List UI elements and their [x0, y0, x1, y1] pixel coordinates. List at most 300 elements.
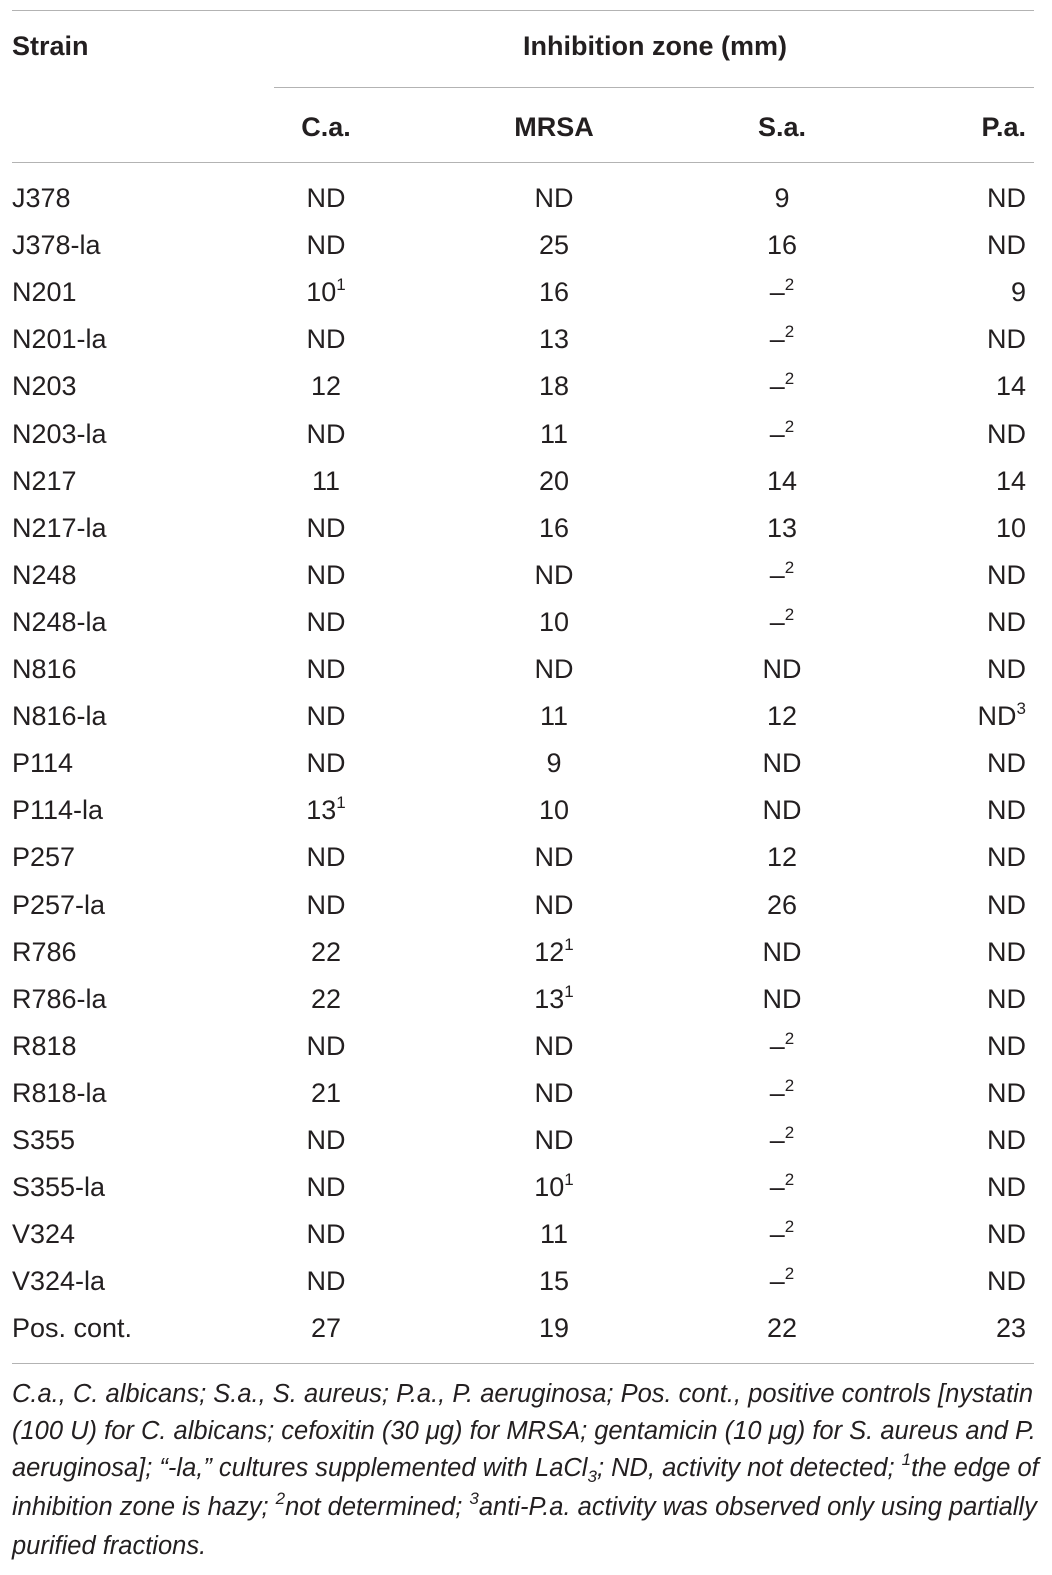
pa-cell-value: ND [977, 701, 1017, 732]
strain-cell-value: R818-la [12, 1077, 107, 1108]
sa-cell-value: – [769, 1125, 785, 1155]
ca-cell [276, 787, 376, 837]
strain-cell-value: J378 [12, 183, 71, 213]
pa-cell-value: 23 [995, 1313, 1026, 1344]
table-row [0, 222, 1052, 269]
strain-cell [12, 1023, 77, 1070]
mrsa-cell [504, 1164, 604, 1214]
ca-cell-value: 21 [310, 1077, 342, 1108]
ca-cell-value: 27 [310, 1313, 342, 1344]
sa-cell-value: ND [762, 983, 802, 1014]
footnote-mark-1: 1 [901, 1450, 912, 1469]
table-row [0, 505, 1052, 552]
mrsa-cell-value: 16 [538, 512, 570, 543]
pa-cell-value: ND [987, 418, 1026, 449]
ca-cell [276, 1305, 376, 1355]
ca-cell [276, 505, 376, 555]
sa-cell [732, 1117, 832, 1167]
ca-cell [276, 929, 376, 979]
mrsa-cell-value: ND [534, 1030, 574, 1061]
ca-cell [276, 1117, 376, 1167]
mrsa-cell [504, 269, 604, 319]
footnote-text-5: anti-P.a. activity was observed only using partially purified fractions. [12, 1493, 1037, 1560]
pa-cell [936, 882, 1038, 932]
strain-cell-value: N217-la [12, 512, 107, 543]
table-row [0, 269, 1052, 316]
pa-cell [936, 1211, 1038, 1261]
table-row [0, 599, 1052, 646]
pa-cell [936, 1258, 1038, 1308]
ca-cell-value: ND [306, 512, 346, 543]
ca-cell-value: 22 [310, 936, 342, 967]
table-row [0, 882, 1052, 929]
sa-cell-value: 9 [774, 183, 790, 213]
strain-cell-value: J378-la [12, 230, 101, 261]
sa-cell-value: – [769, 606, 785, 637]
sa-cell [732, 222, 832, 272]
footnote-mark: 2 [784, 1075, 795, 1095]
table-row [0, 1258, 1052, 1305]
mrsa-cell [504, 693, 604, 743]
table-row [0, 646, 1052, 693]
pa-cell-value: 10 [995, 512, 1026, 543]
footnote-mark: 2 [784, 275, 795, 295]
mrsa-cell-value: 19 [538, 1313, 570, 1344]
footnote-text-1: C.a., C. albicans; S.a., S. aureus; P.a., P. aeruginosa; Pos. cont., positive controls [nystatin (100 U) for C. albicans; cefoxitin (30 μg) for MRSA; gentamicin (10 μg) for S. aureus and P. aeruginosa]; “-la,” cultures supplemented with LaCl [12, 1380, 1036, 1482]
sa-cell-value: ND [762, 936, 802, 967]
table-row [0, 740, 1052, 787]
pa-cell-value: ND [987, 1172, 1026, 1203]
pa-cell [936, 458, 1038, 508]
ca-cell-value: ND [306, 889, 346, 920]
pa-cell-value: ND [987, 1266, 1026, 1297]
mrsa-cell [504, 1023, 604, 1073]
strain-cell [12, 1164, 105, 1211]
strain-cell-value: N203 [12, 371, 77, 402]
sa-cell [732, 787, 832, 837]
table-row [0, 363, 1052, 410]
footnote-mark: 2 [784, 1264, 795, 1284]
ca-cell [276, 175, 376, 225]
mrsa-cell [504, 1305, 604, 1355]
inhibition-zone-header: Inhibition zone (mm) [523, 31, 787, 61]
table-row [0, 316, 1052, 363]
ca-cell [276, 646, 376, 696]
ca-cell [276, 552, 376, 602]
pa-cell [936, 740, 1038, 790]
strain-cell [12, 175, 71, 222]
pa-cell [936, 693, 1038, 743]
ca-cell [276, 882, 376, 932]
ca-cell-value: ND [306, 748, 346, 779]
mrsa-cell [504, 316, 604, 366]
strain-cell [12, 834, 75, 881]
sa-cell [732, 1164, 832, 1214]
group-rule [274, 87, 1034, 88]
strain-cell [12, 976, 107, 1023]
ca-cell [276, 222, 376, 272]
strain-cell-value: N201 [12, 277, 77, 308]
strain-cell-value: V324-la [12, 1266, 106, 1297]
strain-cell [12, 458, 77, 505]
sa-cell [732, 269, 832, 319]
table-row [0, 929, 1052, 976]
mrsa-cell-value: 10 [538, 606, 570, 637]
strain-cell [12, 316, 107, 363]
strain-cell-value: R786-la [12, 983, 107, 1014]
pa-cell-value: ND [987, 748, 1026, 779]
top-rule [12, 10, 1034, 11]
strain-cell-value: P257-la [12, 889, 106, 920]
footnote-mark: 1 [564, 1170, 574, 1190]
sa-cell [732, 552, 832, 602]
mrsa-cell [504, 552, 604, 602]
column-header-mrsa: MRSA [514, 112, 594, 142]
strain-cell [12, 1117, 75, 1164]
mrsa-cell [504, 411, 604, 461]
mrsa-cell [504, 976, 604, 1026]
pa-cell-value: ND [987, 1077, 1026, 1108]
mrsa-cell [504, 363, 604, 413]
sa-cell-value: 12 [766, 701, 798, 732]
mrsa-cell [504, 1211, 604, 1261]
table-row [0, 1211, 1052, 1258]
ca-cell [276, 740, 376, 790]
sa-cell [732, 1305, 832, 1355]
pa-cell-value: ND [987, 889, 1026, 920]
ca-cell [276, 1164, 376, 1214]
mrsa-cell-value: 11 [539, 418, 569, 449]
strain-header: Strain [12, 31, 89, 61]
sa-cell [732, 1023, 832, 1073]
sa-cell-value: – [769, 1030, 785, 1061]
strain-cell-value: N816 [12, 654, 77, 684]
strain-cell [12, 693, 107, 740]
sa-cell [732, 363, 832, 413]
ca-cell-value: ND [306, 1125, 346, 1155]
pa-cell-value: ND [987, 1030, 1026, 1061]
footnote-subscript: 3 [587, 1467, 597, 1486]
ca-cell-value: ND [306, 1172, 346, 1203]
mrsa-cell-value: ND [534, 654, 574, 684]
strain-cell [12, 1211, 75, 1258]
ca-cell [276, 693, 376, 743]
table-row [0, 552, 1052, 599]
sa-cell [732, 1070, 832, 1120]
strain-cell [12, 411, 107, 458]
mrsa-cell-value: ND [534, 559, 574, 590]
mrsa-cell-value: 11 [539, 701, 569, 732]
sa-cell [732, 834, 832, 884]
pa-cell-value: ND [987, 230, 1026, 261]
column-header-ca: C.a. [301, 112, 351, 142]
ca-cell-value: ND [306, 183, 346, 213]
mrsa-cell [504, 599, 604, 649]
sa-cell [732, 411, 832, 461]
mrsa-cell [504, 175, 604, 225]
sa-cell-value: – [769, 277, 785, 308]
footnote-text-3: the edge of inhibition zone is hazy; [12, 1454, 1039, 1521]
pa-cell-value: 14 [995, 371, 1026, 402]
table-row [0, 175, 1052, 222]
sa-cell-value: – [769, 1077, 785, 1108]
mrsa-cell-value: 25 [538, 230, 570, 261]
strain-cell-value: N248-la [12, 606, 107, 637]
strain-cell [12, 505, 107, 552]
pa-cell [936, 269, 1038, 319]
sa-cell-value: ND [762, 654, 802, 684]
strain-cell-value: N201-la [12, 324, 107, 355]
strain-cell-value: V324 [12, 1219, 76, 1250]
strain-cell [12, 363, 77, 410]
ca-cell-value: ND [306, 559, 346, 590]
strain-cell [12, 646, 77, 693]
sa-cell-value: – [769, 1266, 785, 1297]
pa-cell-value: ND [987, 654, 1026, 684]
pa-cell-value: ND [987, 1125, 1026, 1155]
strain-cell [12, 1305, 132, 1352]
ca-cell-value: 13 [306, 795, 337, 826]
ca-cell-value: ND [306, 701, 346, 732]
pa-cell [936, 1023, 1038, 1073]
mrsa-cell [504, 505, 604, 555]
ca-cell [276, 1023, 376, 1073]
pa-cell [936, 1164, 1038, 1214]
strain-cell-value: N816-la [12, 701, 107, 732]
table-row [0, 458, 1052, 505]
strain-cell-value: P257 [12, 842, 76, 873]
ca-cell-value: 10 [306, 277, 337, 308]
pa-cell-value: ND [987, 936, 1026, 967]
ca-cell [276, 363, 376, 413]
mrsa-cell-value: ND [534, 1077, 574, 1108]
pa-cell [936, 834, 1038, 884]
ca-cell-value: 12 [310, 371, 342, 402]
mrsa-cell-value: 13 [534, 983, 565, 1014]
footnote-mark: 3 [1016, 699, 1026, 719]
mrsa-cell [504, 1258, 604, 1308]
mrsa-cell [504, 1070, 604, 1120]
strain-cell [12, 552, 77, 599]
ca-cell [276, 1211, 376, 1261]
footnote-mark: 2 [784, 1123, 795, 1142]
footnote-mark: 1 [336, 275, 346, 295]
sa-cell-value: – [769, 371, 785, 402]
ca-cell-value: ND [306, 1266, 346, 1297]
sa-cell-value: 22 [766, 1313, 798, 1344]
footnote-mark: 1 [564, 934, 574, 954]
sa-cell [732, 740, 832, 790]
pa-cell-value: ND [987, 983, 1026, 1014]
pa-cell [936, 552, 1038, 602]
table-row [0, 1023, 1052, 1070]
mrsa-cell [504, 458, 604, 508]
ca-cell-value: ND [306, 606, 346, 637]
mrsa-cell-value: 16 [538, 277, 570, 308]
ca-cell-value: ND [306, 324, 346, 355]
sa-cell [732, 1258, 832, 1308]
sa-cell [732, 316, 832, 366]
footnote-text-4: not determined; [285, 1493, 470, 1521]
ca-cell [276, 976, 376, 1026]
pa-cell [936, 363, 1038, 413]
pa-cell-value: ND [987, 324, 1026, 355]
ca-cell [276, 1258, 376, 1308]
footnote-mark: 2 [784, 416, 795, 436]
mrsa-cell-value: ND [534, 842, 574, 873]
pa-cell [936, 976, 1038, 1026]
table-row [0, 1164, 1052, 1211]
mrsa-cell [504, 646, 604, 696]
ca-cell [276, 599, 376, 649]
pa-cell [936, 1117, 1038, 1167]
mrsa-cell-value: 18 [538, 371, 570, 402]
mrsa-cell [504, 834, 604, 884]
strain-cell [12, 1070, 107, 1117]
sa-cell [732, 505, 832, 555]
sa-cell [732, 458, 832, 508]
strain-cell-value: R818 [12, 1030, 77, 1061]
table-row [0, 1305, 1052, 1352]
strain-cell [12, 882, 105, 929]
mrsa-cell [504, 1117, 604, 1167]
sa-cell [732, 599, 832, 649]
footnote-mark: 2 [784, 322, 795, 342]
sa-cell-value: – [769, 1172, 785, 1203]
mrsa-cell [504, 222, 604, 272]
mrsa-cell-value: 10 [538, 795, 570, 826]
pa-cell-value: ND [987, 606, 1026, 637]
pa-cell [936, 505, 1038, 555]
footnote-mark: 2 [784, 1028, 795, 1048]
column-header-pa: P.a. [981, 112, 1026, 142]
mrsa-cell-value: 15 [538, 1266, 570, 1297]
sa-cell-value: 12 [766, 842, 798, 873]
mrsa-cell-value: 12 [534, 936, 565, 967]
pa-cell [936, 222, 1038, 272]
footnote-mark: 2 [784, 369, 795, 389]
table-row [0, 1117, 1052, 1164]
table-footnote [12, 1376, 1042, 1565]
sa-cell-value: ND [762, 795, 802, 826]
footnote-mark: 2 [784, 1217, 795, 1237]
pa-cell [936, 1305, 1038, 1355]
ca-cell-value: ND [306, 418, 346, 449]
bottom-rule [12, 1363, 1034, 1364]
pa-cell [936, 787, 1038, 837]
strain-cell-value: N203-la [12, 418, 107, 449]
strain-cell [12, 1258, 105, 1305]
mrsa-cell-value: 10 [534, 1172, 565, 1203]
mrsa-cell-value: 13 [538, 324, 570, 355]
ca-cell-value: ND [306, 230, 346, 261]
ca-cell [276, 834, 376, 884]
mrsa-cell-value: 9 [546, 748, 562, 779]
ca-cell-value: 11 [311, 465, 341, 496]
strain-cell-value: S355-la [12, 1172, 106, 1203]
table-row [0, 976, 1052, 1023]
footnote-mark: 2 [784, 604, 795, 624]
mrsa-cell [504, 787, 604, 837]
sa-cell [732, 976, 832, 1026]
mrsa-cell [504, 882, 604, 932]
pa-cell-value: 14 [995, 465, 1026, 496]
sa-cell-value: 13 [766, 512, 798, 543]
footnote-mark: 1 [336, 793, 346, 813]
sa-cell-value: – [769, 418, 785, 449]
pa-cell [936, 646, 1038, 696]
pa-cell [936, 411, 1038, 461]
ca-cell [276, 269, 376, 319]
strain-cell [12, 599, 107, 646]
sa-cell-value: 16 [766, 230, 798, 261]
strain-cell-value: S355 [12, 1125, 76, 1155]
sa-cell [732, 882, 832, 932]
mrsa-cell-value: ND [534, 183, 574, 213]
table-row [0, 411, 1052, 458]
pa-cell [936, 316, 1038, 366]
footnote-mark-2: 2 [275, 1489, 286, 1508]
footnote-mark: 1 [564, 981, 574, 1001]
strain-cell-value: Pos. cont. [12, 1313, 133, 1344]
footnote-mark: 2 [784, 557, 795, 577]
sa-cell [732, 1211, 832, 1261]
footnote-mark: 2 [784, 1170, 795, 1190]
sa-cell [732, 693, 832, 743]
pa-cell [936, 929, 1038, 979]
table-row [0, 834, 1052, 881]
pa-cell-value: 9 [1010, 277, 1026, 308]
sa-cell [732, 929, 832, 979]
ca-cell [276, 316, 376, 366]
sa-cell-value: – [769, 324, 785, 355]
strain-cell-value: N217 [12, 465, 77, 496]
ca-cell [276, 458, 376, 508]
pa-cell [936, 1070, 1038, 1120]
strain-cell-value: P114 [12, 748, 74, 779]
sa-cell-value: – [769, 559, 785, 590]
strain-cell [12, 929, 77, 976]
sa-cell-value: 14 [766, 465, 798, 496]
table-row [0, 1070, 1052, 1117]
strain-cell-value: N248 [12, 559, 77, 590]
header-rule [12, 162, 1034, 163]
footnote-mark-3: 3 [469, 1489, 479, 1508]
ca-cell-value: ND [306, 1030, 346, 1061]
pa-cell-value: ND [987, 795, 1026, 826]
pa-cell-value: ND [987, 183, 1026, 213]
ca-cell-value: ND [306, 842, 346, 873]
pa-cell-value: ND [987, 1219, 1026, 1250]
column-header-sa: S.a. [757, 112, 807, 142]
mrsa-cell-value: ND [534, 889, 574, 920]
strain-cell [12, 787, 103, 834]
ca-cell [276, 411, 376, 461]
table-row [0, 693, 1052, 740]
pa-cell [936, 599, 1038, 649]
strain-cell [12, 740, 73, 787]
sa-cell-value: ND [762, 748, 802, 779]
ca-cell [276, 1070, 376, 1120]
mrsa-cell [504, 929, 604, 979]
sa-cell-value: 26 [766, 889, 798, 920]
pa-cell-value: ND [987, 842, 1026, 873]
strain-cell-value: P114-la [12, 795, 104, 826]
pa-cell-value: ND [987, 559, 1026, 590]
strain-cell [12, 269, 77, 316]
table-row [0, 787, 1052, 834]
pa-cell [936, 175, 1038, 225]
